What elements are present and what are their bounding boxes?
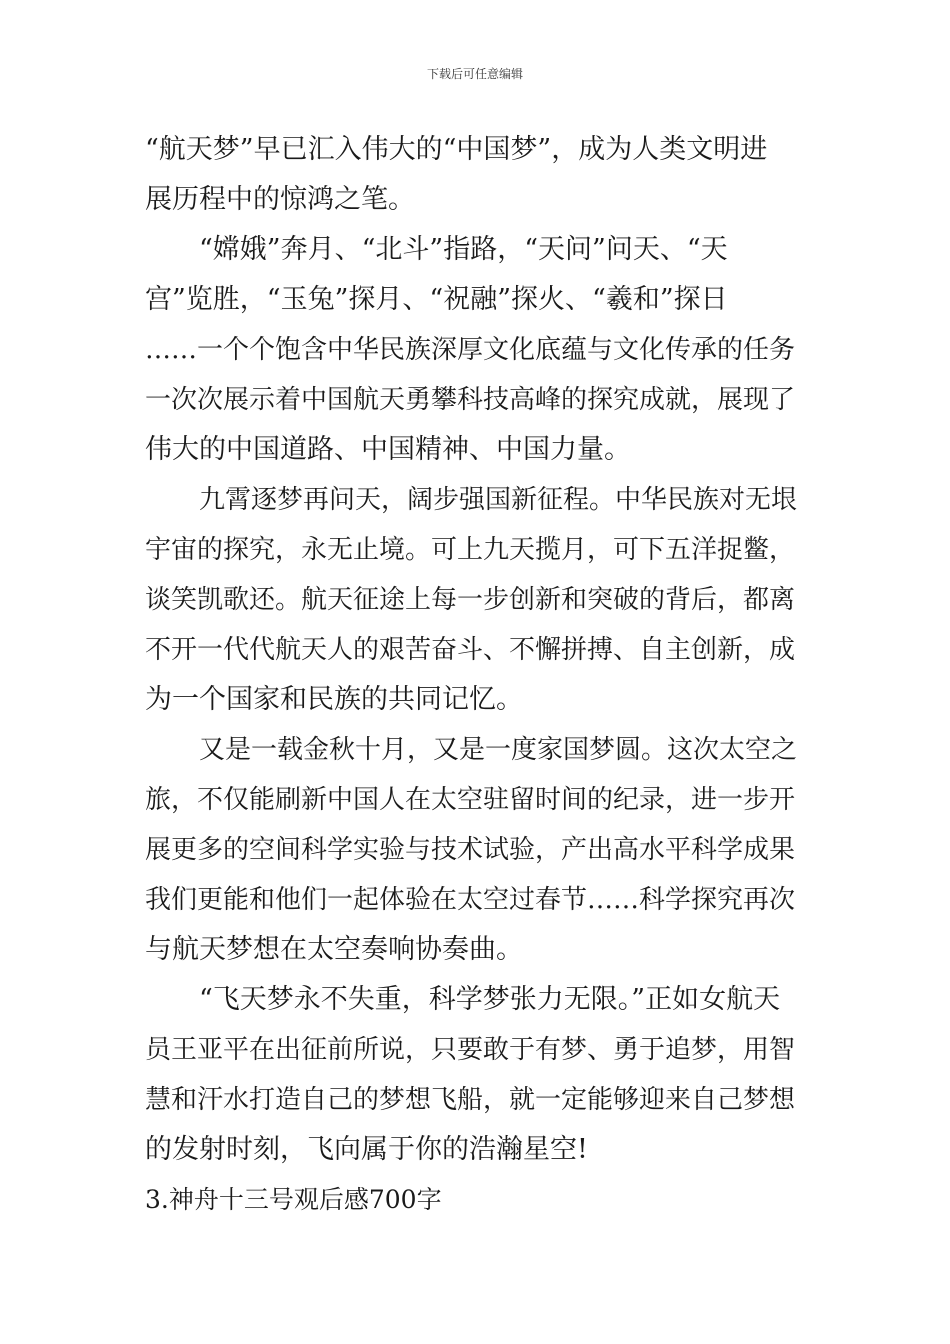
text-line: 与航天梦想在太空奏响协奏曲。	[145, 934, 523, 965]
text-line: 宇宙的探究，永无止境。可上九天揽月，可下五洋捉鳖，	[145, 535, 796, 565]
text-line: 又是一载金秋十月，又是一度家国梦圆。这次太空之	[199, 735, 798, 765]
text-line: 宫”览胜，“玉兔”探月、“祝融”探火、“羲和”探日	[145, 284, 728, 315]
text-line: ……一个个饱含中华民族深厚文化底蕴与文化传承的任务	[145, 335, 796, 365]
text-line: 展更多的空间科学实验与技术试验，产出高水平科学成果	[145, 835, 796, 865]
text-line: 员王亚平在出征前所说，只要敢于有梦、勇于追梦，用智	[145, 1035, 796, 1065]
text-line: 一次次展示着中国航天勇攀科技高峰的探究成就，展现了	[145, 385, 796, 415]
text-line: 展历程中的惊鸿之笔。	[145, 184, 415, 215]
text-line: “飞天梦永不失重，科学梦张力无限。”正如女航天	[199, 984, 781, 1015]
page-header-note: 下载后可任意编辑	[426, 67, 523, 81]
document-body	[145, 125, 805, 1225]
text-line: “航天梦”早已汇入伟大的“中国梦”，成为人类文明进	[145, 134, 768, 165]
text-line: 旅，不仅能刷新中国人在太空驻留时间的纪录，进一步开	[145, 785, 796, 815]
text-line: 为一个国家和民族的共同记忆。	[145, 684, 523, 715]
text-line: 九霄逐梦再问天，阔步强国新征程。中华民族对无垠	[199, 485, 798, 515]
text-line: 不开一代代航天人的艰苦奋斗、不懈拼搏、自主创新，成	[145, 635, 796, 665]
text-line: 谈笑凯歌还。航天征途上每一步创新和突破的背后，都离	[145, 585, 796, 615]
section-heading: 3.神舟十三号观后感700字	[145, 1185, 442, 1214]
text-line: 伟大的中国道路、中国精神、中国力量。	[145, 434, 631, 465]
text-line: “嫦娥”奔月、“北斗”指路，“天问”问天、“天	[199, 234, 728, 265]
text-line: 我们更能和他们一起体验在太空过春节……科学探究再次	[145, 885, 796, 915]
text-line: 慧和汗水打造自己的梦想飞船，就一定能够迎来自己梦想	[145, 1085, 796, 1115]
text-line: 的发射时刻，飞向属于你的浩瀚星空!	[145, 1134, 588, 1165]
